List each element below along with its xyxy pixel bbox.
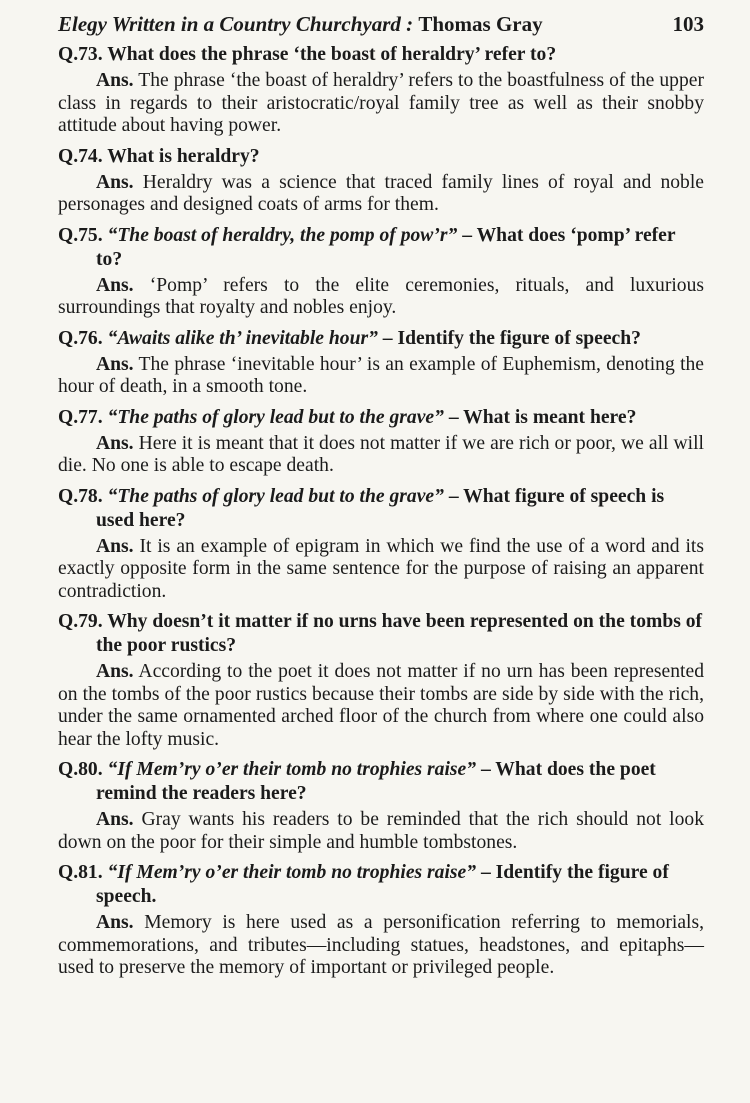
question-quote: “The paths of glory lead but to the grave” (107, 406, 444, 428)
question-quote: “The paths of glory lead but to the grave” (107, 485, 444, 507)
question-text: What is heraldry? (107, 145, 260, 167)
question (58, 145, 704, 169)
question (58, 224, 704, 272)
qa-item (58, 327, 704, 399)
answer (58, 275, 704, 320)
answer (58, 809, 704, 854)
question-text-after-quote: – Identify the figure of speech? (382, 327, 641, 349)
qa-item (58, 43, 704, 138)
answer (58, 354, 704, 399)
answer-label: Ans. (96, 535, 134, 557)
question-text-after-quote: – What does ‘pomp’ refer to? (96, 224, 676, 270)
question-number: Q.81. (58, 862, 103, 883)
answer-label: Ans. (96, 353, 134, 375)
question-number: Q.79. (58, 611, 103, 632)
answer-label: Ans. (96, 912, 134, 933)
question (58, 43, 704, 67)
question-number: Q.76. (58, 327, 103, 349)
answer-text: Memory is here used as a personification referring to memorials, commemorations, and tributes—including statues, headstones, and epitaphs—used to preserve the memory of important or privileged people. (58, 912, 704, 978)
question-quote: “The boast of heraldry, the pomp of pow’r” (107, 224, 458, 246)
question-text: Why doesn’t it matter if no urns have been represented on the tombs of the poor rustics? (96, 611, 703, 656)
question-quote: “If Mem’ry o’er their tomb no trophies raise” (107, 759, 477, 780)
page-number: 103 (672, 12, 704, 36)
answer (58, 912, 704, 980)
qa-item (58, 406, 704, 478)
answer (58, 172, 704, 217)
question (58, 861, 704, 909)
answer-text: Here it is meant that it does not matter if we are rich or poor, we all will die. No one is able to escape death. (58, 432, 704, 476)
qa-item (58, 485, 704, 604)
answer-text: The phrase ‘inevitable hour’ is an example of Euphemism, denoting the hour of death, in a smooth tone. (58, 353, 705, 397)
answer-label: Ans. (96, 809, 134, 830)
answer-label: Ans. (96, 171, 134, 193)
question (58, 485, 704, 533)
book-title: Elegy Written in a Country Churchyard : (58, 12, 414, 36)
question (58, 327, 704, 351)
answer-text: It is an example of epigram in which we find the use of a word and its exactly opposite form in the same sentence for the purpose of raising an apparent contradiction. (58, 535, 704, 602)
answer-text: Gray wants his readers to be reminded that the rich should not look down on the poor for their simple and humble tombstones. (58, 809, 704, 853)
qa-item (58, 758, 704, 854)
answer-text: Heraldry was a science that traced family lines of royal and noble personages and designed coats of arms for them. (58, 171, 704, 215)
question (58, 406, 704, 430)
answer (58, 433, 704, 478)
answer-label: Ans. (96, 432, 134, 454)
answer-text: According to the poet it does not matter if no urn has been represented on the tombs of the poor rustics because their tombs are side by side with the rich, under the same ornamented arched floor of the church from where one could also hear the lofty music. (58, 661, 704, 750)
question-number: Q.80. (58, 759, 103, 780)
question-text-after-quote: – What is meant here? (448, 406, 637, 428)
question (58, 610, 704, 658)
answer (58, 536, 704, 604)
question-text-after-quote: – What does the poet remind the readers here? (96, 759, 656, 804)
answer (58, 661, 704, 751)
question-number: Q.78. (58, 485, 103, 507)
question-number: Q.75. (58, 224, 103, 246)
question-quote: “Awaits alike th’ inevitable hour” (107, 327, 378, 349)
question-number: Q.73. (58, 44, 103, 65)
question (58, 758, 704, 806)
answer-label: Ans. (96, 70, 134, 91)
qa-item (58, 861, 704, 980)
answer-label: Ans. (96, 661, 134, 682)
question-text-after-quote: – What figure of speech is used here? (96, 485, 665, 531)
question-text: What does the phrase ‘the boast of heraldry’ refer to? (107, 44, 557, 65)
question-quote: “If Mem’ry o’er their tomb no trophies raise” (107, 862, 477, 883)
qa-item (58, 610, 704, 751)
question-number: Q.77. (58, 406, 103, 428)
question-text-after-quote: – Identify the figure of speech. (96, 862, 669, 907)
answer (58, 70, 704, 138)
answer-text: The phrase ‘the boast of heraldry’ refers to the boastfulness of the upper class in regards to their aristocratic/royal family tree as well as their snobby attitude about having power. (58, 70, 705, 136)
answer-text: ‘Pomp’ refers to the elite ceremonies, rituals, and luxurious surroundings that royalty and nobles enjoy. (58, 274, 705, 318)
running-header (58, 12, 704, 37)
qa-item (58, 145, 704, 217)
running-title (58, 12, 543, 37)
qa-item (58, 224, 704, 320)
author-name: Thomas Gray (418, 12, 543, 36)
question-number: Q.74. (58, 145, 103, 167)
qa-list (58, 43, 704, 980)
answer-label: Ans. (96, 274, 134, 296)
